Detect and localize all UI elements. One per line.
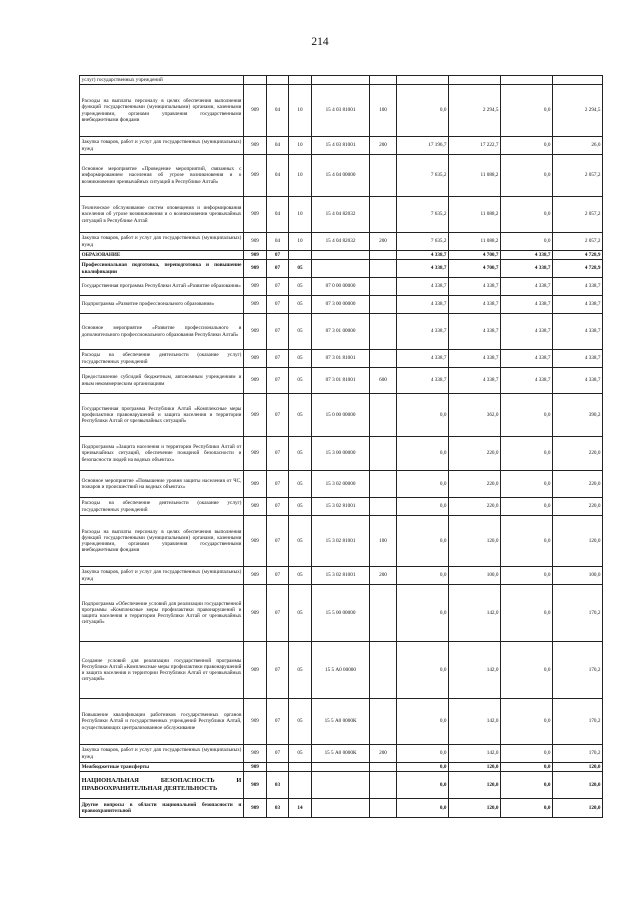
- page-number: 214: [311, 36, 329, 48]
- section-code: 07: [267, 260, 289, 278]
- amount-col-1: [397, 76, 449, 85]
- table-row: [80, 745, 603, 763]
- subsection-code: 10: [289, 233, 312, 251]
- target-article-code: 15 5 00 00000: [312, 585, 370, 642]
- table-row: [80, 260, 603, 278]
- table-row: [80, 437, 603, 471]
- amount-col-3: 0,0: [501, 471, 553, 498]
- amount-col-1: 4 338,7: [397, 260, 449, 278]
- row-name: Основное мероприятие «Проведение мероприятий, связанных с информированием населения об угрозе возникновения и о возникновении чрезвычайных ситуаций в Республике Алтай»: [80, 155, 244, 197]
- amount-col-4: 120,0: [553, 763, 603, 772]
- target-article-code: 15 5 А0 00000: [312, 642, 370, 699]
- amount-col-4: 220,0: [553, 471, 603, 498]
- table-row: [80, 799, 603, 818]
- section-code: 03: [267, 772, 289, 799]
- admin-code: 909: [244, 314, 267, 350]
- admin-code: 909: [244, 763, 267, 772]
- amount-col-4: 4 338,7: [553, 278, 603, 296]
- expense-type-code: 600: [370, 368, 397, 394]
- section-code: 07: [267, 251, 289, 260]
- row-name: Создание условий для реализации государственной программы Республики Алтай «Комплексные меры профилактики правонарушений и защита населения и территории Республики Алтай от чрезвычайных ситуаций»: [80, 642, 244, 699]
- subsection-code: 05: [289, 498, 312, 516]
- target-article-code: [312, 772, 370, 799]
- amount-col-1: 0,0: [397, 772, 449, 799]
- section-code: 04: [267, 85, 289, 137]
- amount-col-3: 0,0: [501, 642, 553, 699]
- amount-col-1: 0,0: [397, 394, 449, 437]
- expense-type-code: [370, 799, 397, 818]
- subsection-code: 10: [289, 155, 312, 197]
- target-article-code: 07 3 01 81001: [312, 368, 370, 394]
- amount-col-2: 120,0: [449, 799, 501, 818]
- admin-code: 909: [244, 197, 267, 233]
- target-article-code: 15 5 А0 0000К: [312, 745, 370, 763]
- amount-col-4: 4 728,9: [553, 251, 603, 260]
- admin-code: 909: [244, 437, 267, 471]
- subsection-code: 05: [289, 567, 312, 585]
- amount-col-2: 4 700,7: [449, 260, 501, 278]
- section-code: 07: [267, 585, 289, 642]
- subsection-code: 10: [289, 197, 312, 233]
- subsection-code: 05: [289, 314, 312, 350]
- subsection-code: 10: [289, 137, 312, 155]
- expense-type-code: 200: [370, 567, 397, 585]
- admin-code: 909: [244, 368, 267, 394]
- admin-code: 909: [244, 799, 267, 818]
- subsection-code: 05: [289, 471, 312, 498]
- row-name: Закупка товаров, работ и услуг для государственных (муниципальных) нужд: [80, 137, 244, 155]
- target-article-code: 07 3 01 81001: [312, 350, 370, 368]
- amount-col-3: 4 338,7: [501, 368, 553, 394]
- section-code: 07: [267, 278, 289, 296]
- table-row: [80, 233, 603, 251]
- amount-col-4: 120,0: [553, 516, 603, 567]
- amount-col-2: 2 294,5: [449, 85, 501, 137]
- admin-code: 909: [244, 772, 267, 799]
- amount-col-1: 7 635,2: [397, 197, 449, 233]
- amount-col-4: 4 338,7: [553, 350, 603, 368]
- section-code: 07: [267, 642, 289, 699]
- table-row: [80, 567, 603, 585]
- expense-type-code: [370, 296, 397, 314]
- expense-type-code: [370, 350, 397, 368]
- amount-col-1: 0,0: [397, 471, 449, 498]
- table-row: [80, 498, 603, 516]
- admin-code: 909: [244, 155, 267, 197]
- admin-code: 909: [244, 350, 267, 368]
- row-name: Основное мероприятие «Развитие профессионального и дополнительного профессионального образования Республики Алтай»: [80, 314, 244, 350]
- expense-type-code: [370, 471, 397, 498]
- amount-col-4: 390,2: [553, 394, 603, 437]
- amount-col-3: 4 338,7: [501, 251, 553, 260]
- section-code: 04: [267, 233, 289, 251]
- amount-col-1: 7 635,2: [397, 155, 449, 197]
- expense-type-code: [370, 155, 397, 197]
- amount-col-2: 17 222,7: [449, 137, 501, 155]
- table-row: [80, 585, 603, 642]
- target-article-code: 07 3 00 00000: [312, 296, 370, 314]
- expense-type-code: 100: [370, 516, 397, 567]
- expense-type-code: [370, 394, 397, 437]
- row-name: Закупка товаров, работ и услуг для государственных (муниципальных) нужд: [80, 567, 244, 585]
- subsection-code: 05: [289, 350, 312, 368]
- amount-col-4: 4 728,9: [553, 260, 603, 278]
- row-name: Государственная программа Республики Алтай «Комплексные меры профилактики правонарушений и защита населения и территории Республики Алтай от чрезвычайных ситуаций»: [80, 394, 244, 437]
- subsection-code: 05: [289, 368, 312, 394]
- amount-col-1: 4 338,7: [397, 251, 449, 260]
- amount-col-3: 0,0: [501, 197, 553, 233]
- amount-col-4: 170,2: [553, 642, 603, 699]
- subsection-code: 05: [289, 437, 312, 471]
- admin-code: 909: [244, 260, 267, 278]
- amount-col-2: 120,0: [449, 516, 501, 567]
- subsection-code: 05: [289, 296, 312, 314]
- target-article-code: 15 4 03 81001: [312, 85, 370, 137]
- admin-code: 909: [244, 642, 267, 699]
- amount-col-2: 11 088,2: [449, 233, 501, 251]
- target-article-code: 15 3 02 00000: [312, 471, 370, 498]
- amount-col-1: 0,0: [397, 585, 449, 642]
- table-row: [80, 763, 603, 772]
- admin-code: [244, 76, 267, 85]
- amount-col-3: 0,0: [501, 763, 553, 772]
- amount-col-1: 0,0: [397, 745, 449, 763]
- amount-col-3: [501, 76, 553, 85]
- table-row: [80, 85, 603, 137]
- section-code: 04: [267, 137, 289, 155]
- amount-col-4: 2 294,5: [553, 85, 603, 137]
- amount-col-4: 2 057,2: [553, 155, 603, 197]
- subsection-code: 05: [289, 278, 312, 296]
- subsection-code: 14: [289, 799, 312, 818]
- amount-col-1: 4 338,7: [397, 314, 449, 350]
- amount-col-3: 0,0: [501, 745, 553, 763]
- expense-type-code: [370, 260, 397, 278]
- target-article-code: 07 3 01 00000: [312, 314, 370, 350]
- table-row: [80, 516, 603, 567]
- expense-type-code: 100: [370, 85, 397, 137]
- amount-col-4: 120,0: [553, 772, 603, 799]
- amount-col-2: 220,0: [449, 498, 501, 516]
- amount-col-4: 2 057,2: [553, 233, 603, 251]
- amount-col-2: 142,0: [449, 745, 501, 763]
- table-body: [80, 76, 603, 818]
- target-article-code: [312, 260, 370, 278]
- section-code: 07: [267, 745, 289, 763]
- amount-col-3: 0,0: [501, 585, 553, 642]
- amount-col-2: 4 338,7: [449, 368, 501, 394]
- section-code: 04: [267, 155, 289, 197]
- expense-type-code: [370, 197, 397, 233]
- row-name: Расходы на обеспечение деятельности (оказание услуг) государственных учреждений: [80, 350, 244, 368]
- amount-col-1: 7 635,2: [397, 233, 449, 251]
- admin-code: 909: [244, 567, 267, 585]
- subsection-code: 05: [289, 745, 312, 763]
- amount-col-3: 0,0: [501, 799, 553, 818]
- subsection-code: [289, 763, 312, 772]
- row-name: Расходы на выплаты персоналу в целях обеспечения выполнения функций государственными (муниципальными) органами, казенными учреждениями, органами управления государственными внебюджетными фондами: [80, 85, 244, 137]
- target-article-code: [312, 251, 370, 260]
- amount-col-3: 0,0: [501, 155, 553, 197]
- admin-code: 909: [244, 585, 267, 642]
- admin-code: 909: [244, 516, 267, 567]
- amount-col-3: 0,0: [501, 233, 553, 251]
- table-row: [80, 471, 603, 498]
- expense-type-code: [370, 314, 397, 350]
- section-code: 07: [267, 471, 289, 498]
- table-row: [80, 197, 603, 233]
- section-code: 07: [267, 394, 289, 437]
- row-name: Подпрограмма «Развитие профессионального образования»: [80, 296, 244, 314]
- expense-type-code: [370, 437, 397, 471]
- amount-col-3: 4 338,7: [501, 350, 553, 368]
- table-row: [80, 296, 603, 314]
- amount-col-2: 120,0: [449, 772, 501, 799]
- expense-type-code: [370, 76, 397, 85]
- target-article-code: [312, 763, 370, 772]
- amount-col-3: 0,0: [501, 85, 553, 137]
- section-code: 07: [267, 296, 289, 314]
- admin-code: 909: [244, 233, 267, 251]
- subsection-code: [289, 772, 312, 799]
- row-name: Государственная программа Республики Алтай «Развитие образования»: [80, 278, 244, 296]
- amount-col-2: [449, 76, 501, 85]
- table-row: [80, 350, 603, 368]
- expense-type-code: [370, 772, 397, 799]
- section-code: 07: [267, 498, 289, 516]
- amount-col-3: 0,0: [501, 516, 553, 567]
- expense-type-code: [370, 585, 397, 642]
- amount-col-2: 4 700,7: [449, 251, 501, 260]
- amount-col-2: 220,0: [449, 437, 501, 471]
- amount-col-3: 0,0: [501, 394, 553, 437]
- target-article-code: [312, 76, 370, 85]
- section-code: [267, 76, 289, 85]
- admin-code: 909: [244, 85, 267, 137]
- table-row: [80, 155, 603, 197]
- target-article-code: 15 3 02 81001: [312, 567, 370, 585]
- amount-col-4: 2 057,2: [553, 197, 603, 233]
- amount-col-4: 170,2: [553, 585, 603, 642]
- amount-col-1: 4 338,7: [397, 296, 449, 314]
- section-code: 07: [267, 437, 289, 471]
- amount-col-2: 120,0: [449, 763, 501, 772]
- expense-type-code: [370, 642, 397, 699]
- row-name: Техническое обслуживание систем оповещения и информирования населения об угрозе возникновения и о возникновении чрезвычайных ситуаций в Республике Алтай: [80, 197, 244, 233]
- amount-col-3: 4 338,7: [501, 260, 553, 278]
- target-article-code: 15 4 04 00000: [312, 155, 370, 197]
- subsection-code: 05: [289, 516, 312, 567]
- expense-type-code: [370, 278, 397, 296]
- row-name: Подпрограмма «Обеспечение условий для реализации государственной программы «Комплексные меры профилактики правонарушений и защита населения и территории Республики Алтай от чрезвычайных ситуаций»: [80, 585, 244, 642]
- amount-col-1: 4 338,7: [397, 368, 449, 394]
- row-name: Повышение квалификации работников государственных органов Республики Алтай и государственных учреждений Республики Алтай, осуществляющих централизованное обслуживание: [80, 699, 244, 745]
- row-name: ОБРАЗОВАНИЕ: [80, 251, 244, 260]
- amount-col-1: 17 196,7: [397, 137, 449, 155]
- target-article-code: 15 4 04 82032: [312, 197, 370, 233]
- expense-type-code: 200: [370, 137, 397, 155]
- amount-col-4: 4 338,7: [553, 314, 603, 350]
- amount-col-3: 0,0: [501, 437, 553, 471]
- subsection-code: [289, 251, 312, 260]
- amount-col-1: 0,0: [397, 699, 449, 745]
- table-row: [80, 314, 603, 350]
- amount-col-4: 100,0: [553, 567, 603, 585]
- amount-col-2: 100,0: [449, 567, 501, 585]
- row-name: Межбюджетные трансферты: [80, 763, 244, 772]
- row-name: Профессиональная подготовка, переподготовка и повышение квалификации: [80, 260, 244, 278]
- amount-col-1: 0,0: [397, 567, 449, 585]
- expense-type-code: [370, 251, 397, 260]
- amount-col-2: 142,0: [449, 699, 501, 745]
- table-row: [80, 772, 603, 799]
- row-name: Предоставление субсидий бюджетным, автономным учреждениям и иным некоммерческим организациям: [80, 368, 244, 394]
- amount-col-4: 4 338,7: [553, 296, 603, 314]
- amount-col-4: 4 338,7: [553, 368, 603, 394]
- amount-col-3: 0,0: [501, 699, 553, 745]
- target-article-code: 15 3 02 81001: [312, 498, 370, 516]
- section-code: 07: [267, 567, 289, 585]
- row-name: Расходы на выплаты персоналу в целях обеспечения выполнения функций государственными (муниципальными) органами, казенными учреждениями, органами управления государственными внебюджетными фондами: [80, 516, 244, 567]
- amount-col-3: 4 338,7: [501, 314, 553, 350]
- amount-col-3: 0,0: [501, 567, 553, 585]
- amount-col-4: 220,0: [553, 437, 603, 471]
- table-row: [80, 76, 603, 85]
- section-code: 03: [267, 799, 289, 818]
- row-name: Другие вопросы в области национальной безопасности и правоохранительной: [80, 799, 244, 818]
- subsection-code: 05: [289, 260, 312, 278]
- target-article-code: [312, 799, 370, 818]
- amount-col-2: 11 088,2: [449, 155, 501, 197]
- target-article-code: 15 3 02 81001: [312, 516, 370, 567]
- amount-col-2: 4 338,7: [449, 296, 501, 314]
- amount-col-1: 0,0: [397, 498, 449, 516]
- amount-col-1: 0,0: [397, 85, 449, 137]
- section-code: 07: [267, 314, 289, 350]
- table-row: [80, 699, 603, 745]
- row-name: услуг) государственных учреждений: [80, 76, 244, 85]
- row-name: Подпрограмма «Защита населения и территории Республики Алтай от чрезвычайных ситуаций, обеспечение пожарной безопасности и безопасности людей на водных объектах»: [80, 437, 244, 471]
- expense-type-code: 200: [370, 233, 397, 251]
- admin-code: 909: [244, 296, 267, 314]
- amount-col-3: 4 338,7: [501, 296, 553, 314]
- admin-code: 909: [244, 394, 267, 437]
- amount-col-1: 0,0: [397, 763, 449, 772]
- table-row: [80, 642, 603, 699]
- target-article-code: 15 4 03 81001: [312, 137, 370, 155]
- table-row: [80, 137, 603, 155]
- amount-col-4: [553, 76, 603, 85]
- section-code: 07: [267, 350, 289, 368]
- amount-col-4: 120,0: [553, 799, 603, 818]
- amount-col-3: 0,0: [501, 498, 553, 516]
- admin-code: 909: [244, 699, 267, 745]
- row-name: Расходы на обеспечение деятельности (оказание услуг) государственных учреждений: [80, 498, 244, 516]
- amount-col-1: 4 338,7: [397, 350, 449, 368]
- amount-col-1: 4 338,7: [397, 278, 449, 296]
- amount-col-2: 142,0: [449, 642, 501, 699]
- amount-col-1: 0,0: [397, 437, 449, 471]
- table-row: [80, 368, 603, 394]
- target-article-code: 07 0 00 00000: [312, 278, 370, 296]
- row-name: Основное мероприятие «Повышение уровня защиты населения от ЧС, пожаров и происшествий на водных объектах»: [80, 471, 244, 498]
- subsection-code: 05: [289, 394, 312, 437]
- admin-code: 909: [244, 498, 267, 516]
- admin-code: 909: [244, 137, 267, 155]
- expense-type-code: [370, 699, 397, 745]
- expense-type-code: [370, 763, 397, 772]
- budget-table: [79, 75, 603, 818]
- target-article-code: 15 5 А0 0000К: [312, 699, 370, 745]
- row-name: НАЦИОНАЛЬНАЯ БЕЗОПАСНОСТЬ И ПРАВООХРАНИТЕЛЬНАЯ ДЕЯТЕЛЬНОСТЬ: [80, 772, 244, 799]
- admin-code: 909: [244, 745, 267, 763]
- section-code: 07: [267, 699, 289, 745]
- section-code: 07: [267, 516, 289, 567]
- amount-col-2: 4 338,7: [449, 350, 501, 368]
- amount-col-2: 142,0: [449, 585, 501, 642]
- table-row: [80, 251, 603, 260]
- subsection-code: [289, 76, 312, 85]
- amount-col-3: 0,0: [501, 772, 553, 799]
- amount-col-2: 4 338,7: [449, 278, 501, 296]
- section-code: 07: [267, 368, 289, 394]
- subsection-code: 10: [289, 85, 312, 137]
- amount-col-2: 362,0: [449, 394, 501, 437]
- section-code: [267, 763, 289, 772]
- target-article-code: 15 4 04 82032: [312, 233, 370, 251]
- admin-code: 909: [244, 278, 267, 296]
- amount-col-2: 11 088,2: [449, 197, 501, 233]
- amount-col-4: 170,2: [553, 745, 603, 763]
- expense-type-code: 200: [370, 745, 397, 763]
- amount-col-1: 0,0: [397, 516, 449, 567]
- amount-col-3: 4 338,7: [501, 278, 553, 296]
- amount-col-2: 4 338,7: [449, 314, 501, 350]
- table-row: [80, 278, 603, 296]
- amount-col-4: 170,2: [553, 699, 603, 745]
- amount-col-1: 0,0: [397, 799, 449, 818]
- amount-col-4: 220,0: [553, 498, 603, 516]
- subsection-code: 05: [289, 699, 312, 745]
- row-name: Закупка товаров, работ и услуг для государственных (муниципальных) нужд: [80, 745, 244, 763]
- subsection-code: 05: [289, 642, 312, 699]
- amount-col-3: 0,0: [501, 137, 553, 155]
- row-name: Закупка товаров, работ и услуг для государственных (муниципальных) нужд: [80, 233, 244, 251]
- target-article-code: 15 0 00 00000: [312, 394, 370, 437]
- section-code: 04: [267, 197, 289, 233]
- amount-col-2: 220,0: [449, 471, 501, 498]
- admin-code: 909: [244, 471, 267, 498]
- amount-col-1: 0,0: [397, 642, 449, 699]
- target-article-code: 15 3 00 00000: [312, 437, 370, 471]
- expense-type-code: [370, 498, 397, 516]
- subsection-code: 05: [289, 585, 312, 642]
- table-row: [80, 394, 603, 437]
- amount-col-4: 26,0: [553, 137, 603, 155]
- admin-code: 909: [244, 251, 267, 260]
